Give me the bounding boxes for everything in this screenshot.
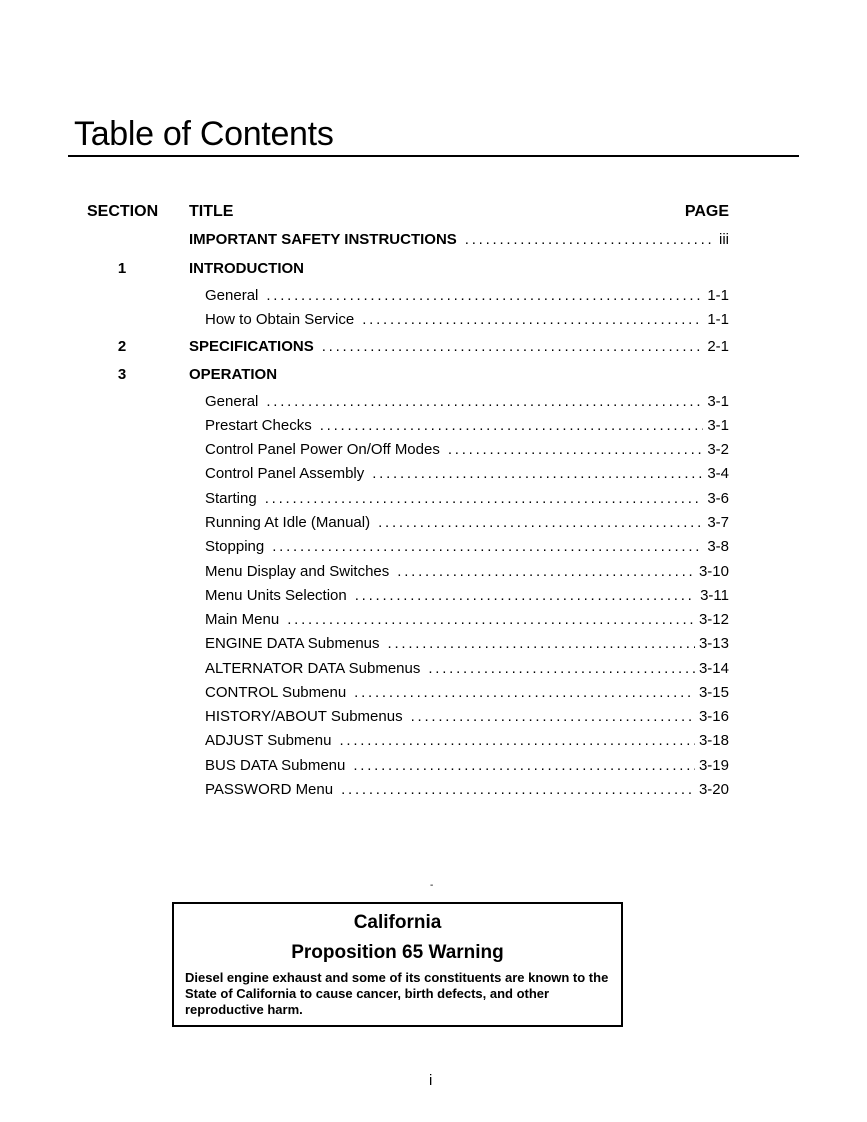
- toc-page-number: 3-6: [707, 490, 729, 507]
- prop65-warning-box: [172, 902, 623, 1027]
- warning-title-line2: Proposition 65 Warning: [291, 942, 504, 963]
- toc-page-number: 3-2: [707, 441, 729, 458]
- toc-dot-leader: [355, 586, 696, 606]
- toc-entry-title: IMPORTANT SAFETY INSTRUCTIONS: [189, 231, 457, 248]
- toc-page-number: 3-7: [707, 514, 729, 531]
- toc-entry-title: Running At Idle (Manual): [205, 514, 371, 531]
- toc-dot-leader: [465, 230, 715, 250]
- toc-entry-title: Prestart Checks: [205, 417, 312, 434]
- toc-dot-leader: [397, 562, 695, 582]
- toc-entry: [0, 562, 867, 582]
- toc-section-number: 1: [117, 260, 127, 277]
- warning-title-line1: California: [353, 912, 442, 933]
- toc-entry-title: PASSWORD Menu: [205, 781, 334, 798]
- toc-entry-title: General: [205, 393, 259, 410]
- toc-entry: [0, 464, 867, 484]
- toc-entry-title: Menu Units Selection: [205, 587, 347, 604]
- toc-entry-line: [205, 780, 729, 800]
- toc-entry: [0, 780, 867, 800]
- toc-page-number: 3-16: [698, 708, 729, 725]
- toc-entry: [0, 489, 867, 509]
- toc-entry-title: Control Panel Power On/Off Modes: [205, 441, 440, 458]
- toc-entry: [0, 707, 867, 727]
- toc-dot-leader: [322, 337, 704, 357]
- toc-section-number: 2: [117, 338, 127, 355]
- toc-page-number: 3-4: [707, 465, 729, 482]
- toc-entry-line: [205, 416, 729, 436]
- toc-dot-leader: [354, 683, 695, 703]
- toc-dot-leader: [320, 416, 704, 436]
- toc-entry-line: [205, 586, 729, 606]
- dash-mark: -: [430, 880, 434, 891]
- toc-entry-line: [205, 634, 729, 654]
- toc-entry-line: [205, 310, 729, 330]
- toc-page-number: 1-1: [707, 287, 729, 304]
- toc-entry: [0, 440, 867, 460]
- toc-dot-leader: [448, 440, 703, 460]
- toc-entry-line: [205, 610, 729, 630]
- toc-entry: [0, 683, 867, 703]
- toc-entry: [0, 286, 867, 306]
- toc-entry-line: [205, 659, 729, 679]
- toc-entry-title: HISTORY/ABOUT Submenus: [205, 708, 403, 725]
- title-rule: [68, 155, 799, 157]
- toc-entry-line: [205, 756, 729, 776]
- toc-dot-leader: [266, 286, 703, 306]
- toc-entry-line: [205, 489, 729, 509]
- toc-entry-line: [189, 230, 729, 250]
- toc-page-number: 2-1: [707, 338, 729, 355]
- toc-entry: [0, 310, 867, 330]
- toc-entry-line: [189, 365, 729, 385]
- toc-dot-leader: [362, 310, 703, 330]
- toc-page-number: 3-12: [698, 611, 729, 628]
- page-title: Table of Contents: [74, 115, 334, 153]
- toc-dot-leader: [265, 489, 704, 509]
- toc-entry-title: CONTROL Submenu: [205, 684, 347, 701]
- toc-dot-leader: [378, 513, 703, 533]
- toc-page-number: 3-19: [698, 757, 729, 774]
- toc-dot-leader: [353, 756, 695, 776]
- toc-dot-leader: [372, 464, 703, 484]
- toc-section-number: 3: [117, 366, 127, 383]
- toc-entry-title: OPERATION: [189, 366, 278, 383]
- toc-entry: [0, 659, 867, 679]
- toc-entry-title: Control Panel Assembly: [205, 465, 365, 482]
- toc-dot-leader: [287, 610, 695, 630]
- toc-entry: [0, 513, 867, 533]
- toc-dot-leader: [266, 392, 703, 412]
- toc-entry: [0, 756, 867, 776]
- toc-entry: [0, 230, 867, 250]
- toc-page-number: 3-20: [698, 781, 729, 798]
- page-number: i: [429, 1072, 433, 1089]
- toc-dot-leader: [388, 634, 695, 654]
- toc-entry-line: [205, 537, 729, 557]
- toc-page-number: 3-10: [698, 563, 729, 580]
- toc-dot-leader: [428, 659, 695, 679]
- toc-page-number: 3-15: [698, 684, 729, 701]
- column-header-title: TITLE: [189, 203, 234, 220]
- toc-entry-title: INTRODUCTION: [189, 260, 304, 277]
- toc-entry-line: [205, 683, 729, 703]
- toc-entry-title: ALTERNATOR DATA Submenus: [205, 660, 421, 677]
- toc-page-number: iii: [719, 231, 729, 248]
- toc-entry-line: [205, 464, 729, 484]
- toc-dot-leader: [341, 780, 695, 800]
- toc-entry-line: [205, 707, 729, 727]
- toc-entry: [0, 337, 867, 357]
- toc-dot-leader: [339, 731, 695, 751]
- toc-page-number: 3-1: [707, 393, 729, 410]
- toc-entry-line: [205, 392, 729, 412]
- toc-page-number: 3-13: [698, 635, 729, 652]
- toc-page-number: 1-1: [707, 311, 729, 328]
- toc-entry-title: SPECIFICATIONS: [189, 338, 314, 355]
- toc-page-number: 3-14: [698, 660, 729, 677]
- toc-entry: [0, 365, 867, 385]
- toc-entry-title: ADJUST Submenu: [205, 732, 332, 749]
- toc-entry-line: [205, 440, 729, 460]
- toc-entry-title: General: [205, 287, 259, 304]
- toc-page-number: 3-11: [700, 587, 729, 604]
- toc-dot-leader: [272, 537, 703, 557]
- toc-entry-line: [205, 731, 729, 751]
- toc-entry: [0, 610, 867, 630]
- toc-page-number: 3-1: [707, 417, 729, 434]
- toc-entry: [0, 634, 867, 654]
- toc-page-number: 3-18: [698, 732, 729, 749]
- toc-entry-line: [205, 513, 729, 533]
- toc-entry-line: [205, 562, 729, 582]
- toc-entry-line: [205, 286, 729, 306]
- toc-entry-title: ENGINE DATA Submenus: [205, 635, 380, 652]
- warning-body: Diesel engine exhaust and some of its constituents are known to the State of California to cause cancer, birth defects, and other reproductive harm.: [185, 970, 609, 1017]
- toc-entry-title: Starting: [205, 490, 257, 507]
- toc-entry: [0, 392, 867, 412]
- toc-entry: [0, 586, 867, 606]
- toc-entry-title: Menu Display and Switches: [205, 563, 390, 580]
- toc-entry: [0, 416, 867, 436]
- toc-entry: [0, 731, 867, 751]
- toc-entry-title: How to Obtain Service: [205, 311, 355, 328]
- toc-entry-line: [189, 259, 729, 279]
- toc-entry: [0, 259, 867, 279]
- column-header-section: SECTION: [87, 203, 159, 220]
- toc-page-number: 3-8: [707, 538, 729, 555]
- column-header-page: PAGE: [684, 203, 729, 220]
- toc-entry-title: BUS DATA Submenu: [205, 757, 346, 774]
- toc-entry-title: Stopping: [205, 538, 265, 555]
- toc-entry-line: [189, 337, 729, 357]
- toc-entry-title: Main Menu: [205, 611, 280, 628]
- toc-dot-leader: [411, 707, 695, 727]
- toc-entry: [0, 537, 867, 557]
